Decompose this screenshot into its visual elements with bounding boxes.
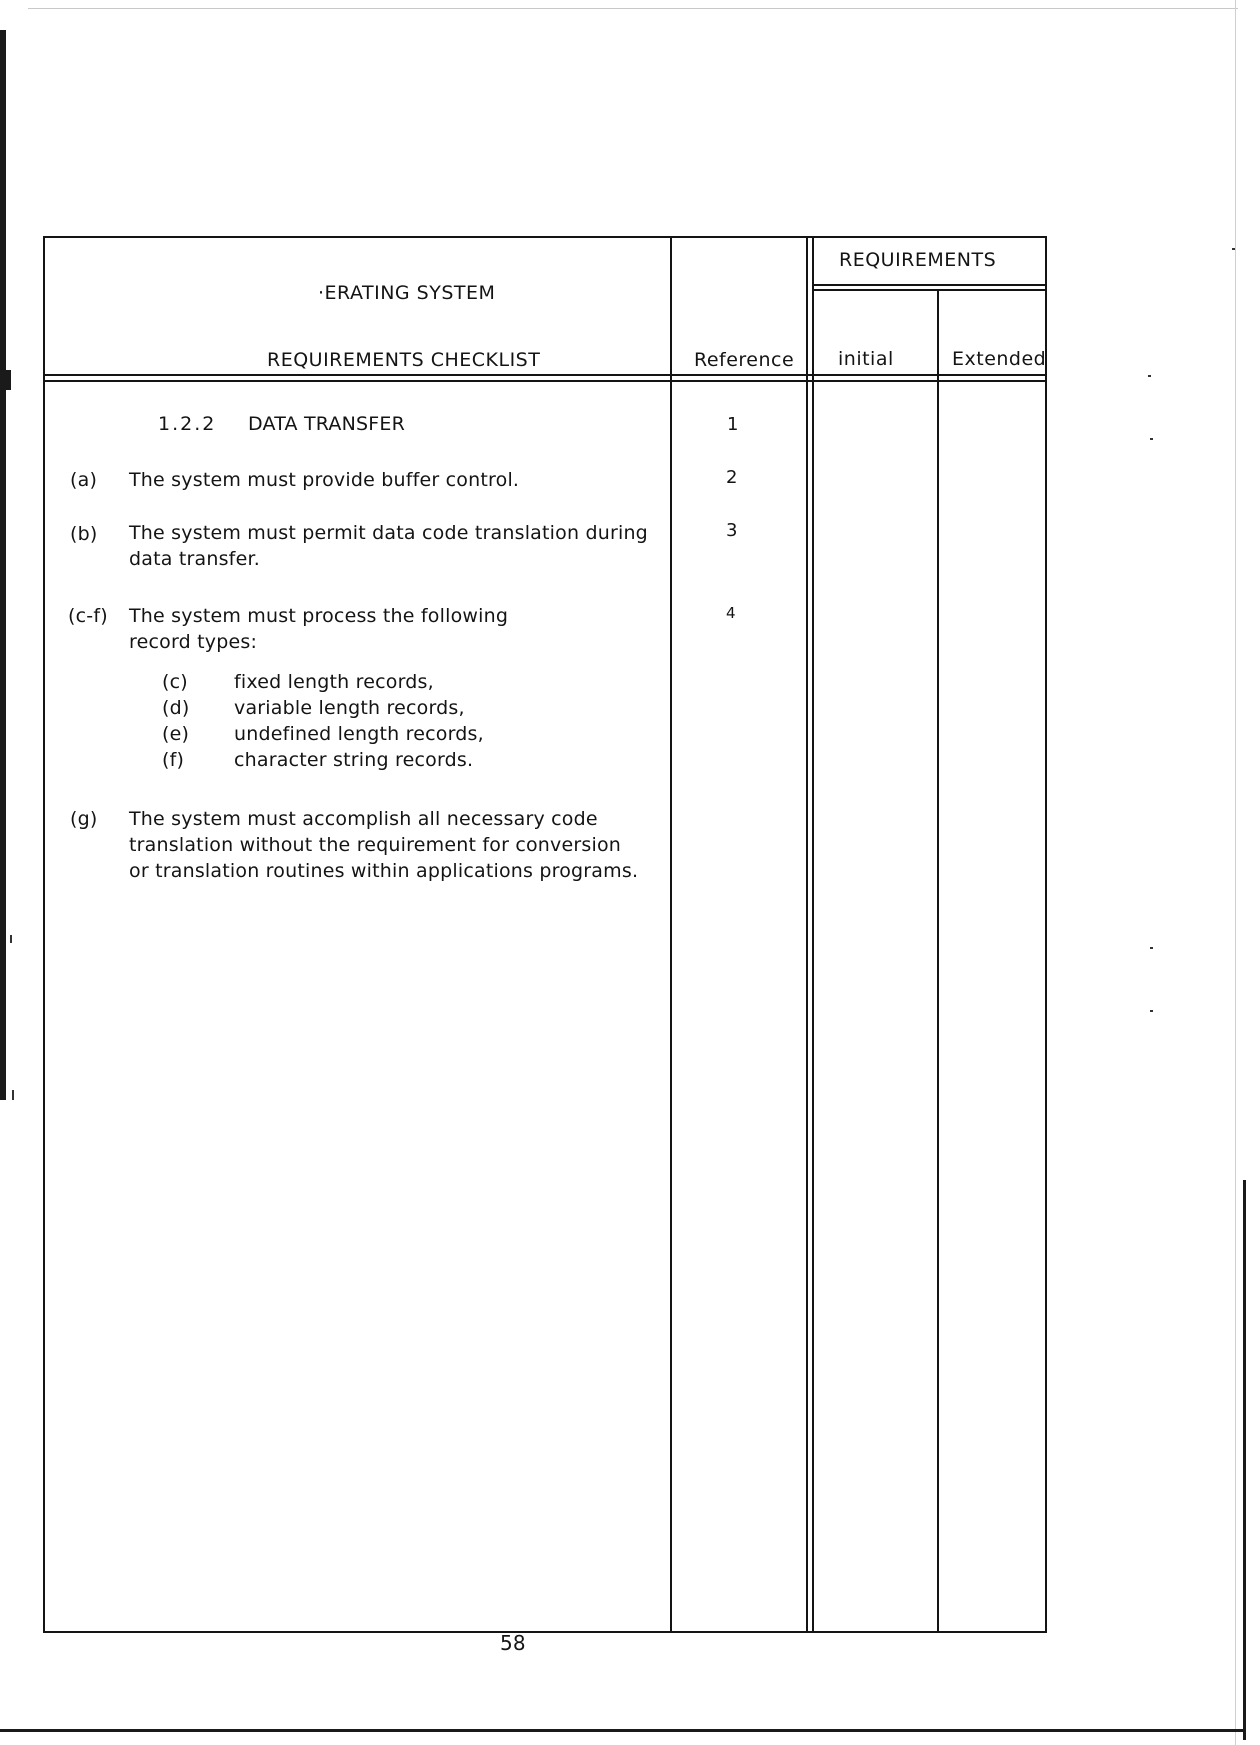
sub-item-label: (e) (162, 723, 190, 745)
sub-item-text: undefined length records, (234, 723, 484, 745)
scan-speck (1148, 375, 1151, 377)
sub-item-label: (d) (162, 697, 190, 719)
item-text-line: translation without the requirement for conversion (129, 834, 622, 856)
item-reference: 3 (726, 520, 738, 541)
page-number: 58 (500, 1631, 526, 1655)
reference-column-header: Reference (694, 349, 795, 371)
scan-edge-top (28, 8, 1238, 9)
section-number: 1.2.2 (158, 413, 217, 435)
scan-edge-bottom (0, 1729, 1244, 1732)
item-label: (c-f) (68, 605, 108, 627)
item-text-line: The system must accomplish all necessary code (129, 808, 598, 830)
item-text-line: record types: (129, 631, 258, 653)
item-text-line: The system must process the following (129, 605, 509, 627)
item-text-line: data transfer. (129, 548, 260, 570)
column-divider-requirements-b (812, 238, 814, 1631)
column-divider-reference (670, 238, 672, 1631)
scan-speck (1150, 1010, 1153, 1012)
extended-column-header: Extended (952, 348, 1047, 370)
table-title-line-2: REQUIREMENTS CHECKLIST (267, 349, 541, 371)
scan-edge-right-shadow (1243, 1180, 1246, 1740)
scan-speck (10, 935, 12, 943)
column-divider-extended (937, 290, 939, 1631)
item-reference: 2 (726, 467, 738, 488)
item-text-line: The system must permit data code translation during (129, 522, 648, 544)
header-rule-a (43, 374, 1047, 376)
item-reference: 4 (726, 604, 736, 622)
requirements-header-rule-b (814, 289, 1045, 291)
column-divider-requirements-a (806, 238, 808, 1631)
sub-item-text: variable length records, (234, 697, 465, 719)
requirements-column-header: REQUIREMENTS (839, 249, 997, 271)
sub-item-label: (c) (162, 671, 188, 693)
table-title-line-1: ·ERATING SYSTEM (318, 282, 496, 304)
section-reference: 1 (727, 414, 739, 435)
item-text-line: The system must provide buffer control. (129, 469, 520, 491)
scan-speck (12, 1090, 14, 1100)
scan-speck (1150, 947, 1153, 949)
header-rule-b (43, 380, 1047, 382)
requirements-header-rule-a (814, 284, 1045, 286)
scan-edge-right (1235, 0, 1236, 1745)
section-title: DATA TRANSFER (248, 413, 406, 435)
item-label: (b) (70, 523, 98, 545)
scan-speck (1150, 438, 1153, 440)
scan-edge-mark (6, 370, 11, 390)
item-text-line: or translation routines within applications programs. (129, 860, 639, 882)
sub-item-text: character string records. (234, 749, 474, 771)
scan-speck (1232, 248, 1235, 250)
item-label: (a) (70, 469, 98, 491)
sub-item-label: (f) (162, 749, 185, 771)
scan-edge-left (0, 30, 6, 1100)
checklist-table-frame (43, 236, 1047, 1633)
initial-column-header: initial (838, 348, 894, 370)
sub-item-text: fixed length records, (234, 671, 434, 693)
item-label: (g) (70, 808, 98, 830)
